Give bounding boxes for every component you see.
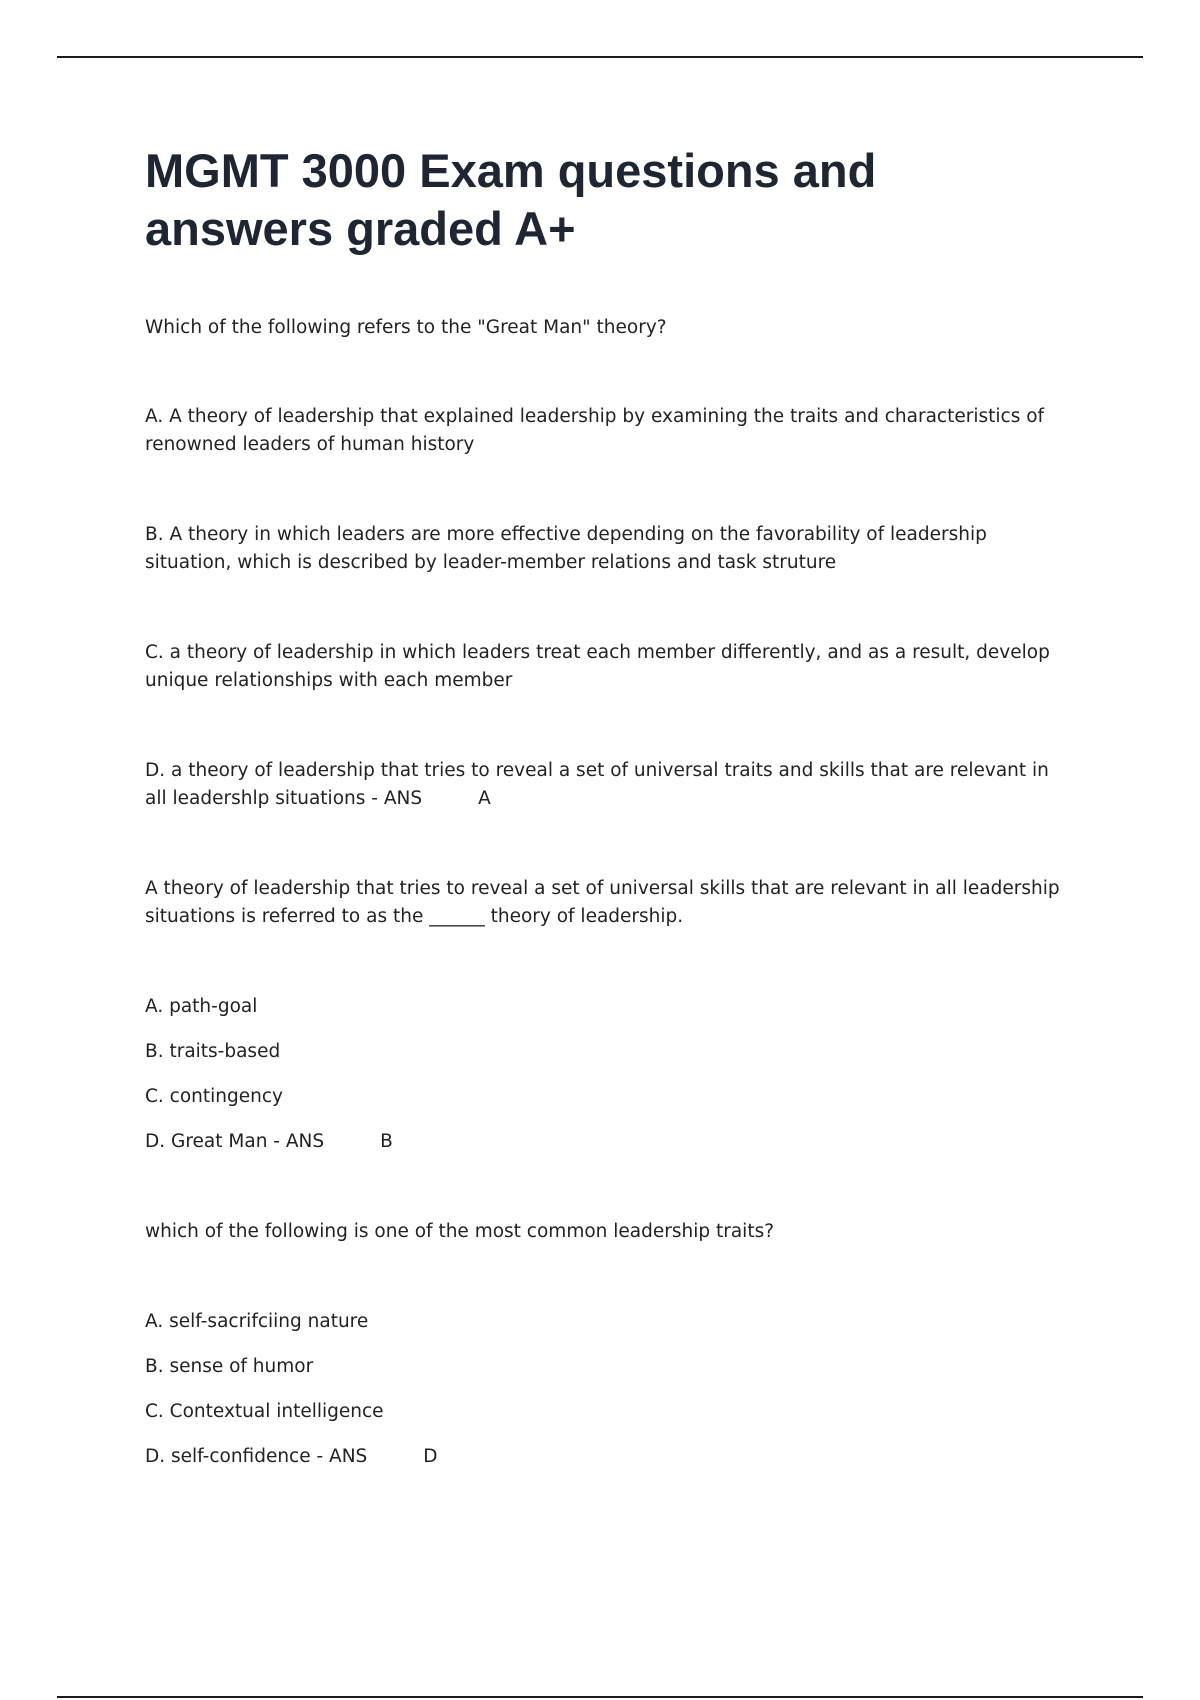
question-1 [145, 314, 1065, 813]
footer-rule [57, 1696, 1143, 1698]
option-a: A. self-sacrifciing nature [145, 1311, 369, 1332]
header-rule [57, 56, 1143, 58]
option-c: C. a theory of leadership in which leaders treat each member differently, and as a result, develop unique relationships with each member [145, 642, 1050, 691]
option-b: B. sense of humor [145, 1356, 314, 1377]
option-c: C. contingency [145, 1086, 283, 1107]
question-3 [145, 1218, 1065, 1471]
answer-letter: A [478, 788, 491, 809]
option-b: B. traits-based [145, 1041, 281, 1062]
question-2 [145, 875, 1065, 1156]
question-stem: which of the following is one of the most common leadership traits? [145, 1221, 775, 1242]
option-d [145, 1128, 1065, 1156]
option-a: A. path-goal [145, 996, 258, 1017]
option-d-text: D. Great Man - ANS [145, 1131, 325, 1152]
question-stem: Which of the following refers to the "Great Man" theory? [145, 317, 667, 338]
option-d [145, 757, 1065, 813]
option-d-text: D. a theory of leadership that tries to reveal a set of universal traits and skills that are relevant in all leadershlp situations - ANS [145, 760, 1049, 809]
answer-letter: D [423, 1446, 438, 1467]
option-a: A. A theory of leadership that explained leadership by examining the traits and characteristics of renowned leaders of human history [145, 406, 1045, 455]
option-b: B. A theory in which leaders are more effective depending on the favorability of leadership situation, which is described by leader-member relations and task struture [145, 524, 987, 573]
question-stem: A theory of leadership that tries to reveal a set of universal skills that are relevant in all leadership situations is referred to as the ______ theory of leadership. [145, 878, 1060, 927]
answer-letter: B [380, 1131, 393, 1152]
option-d [145, 1443, 1065, 1471]
document-body [145, 142, 1065, 1471]
option-d-text: D. self-confidence - ANS [145, 1446, 368, 1467]
document-title: MGMT 3000 Exam questions and answers graded A+ [145, 144, 877, 255]
option-c: C. Contextual intelligence [145, 1401, 384, 1422]
